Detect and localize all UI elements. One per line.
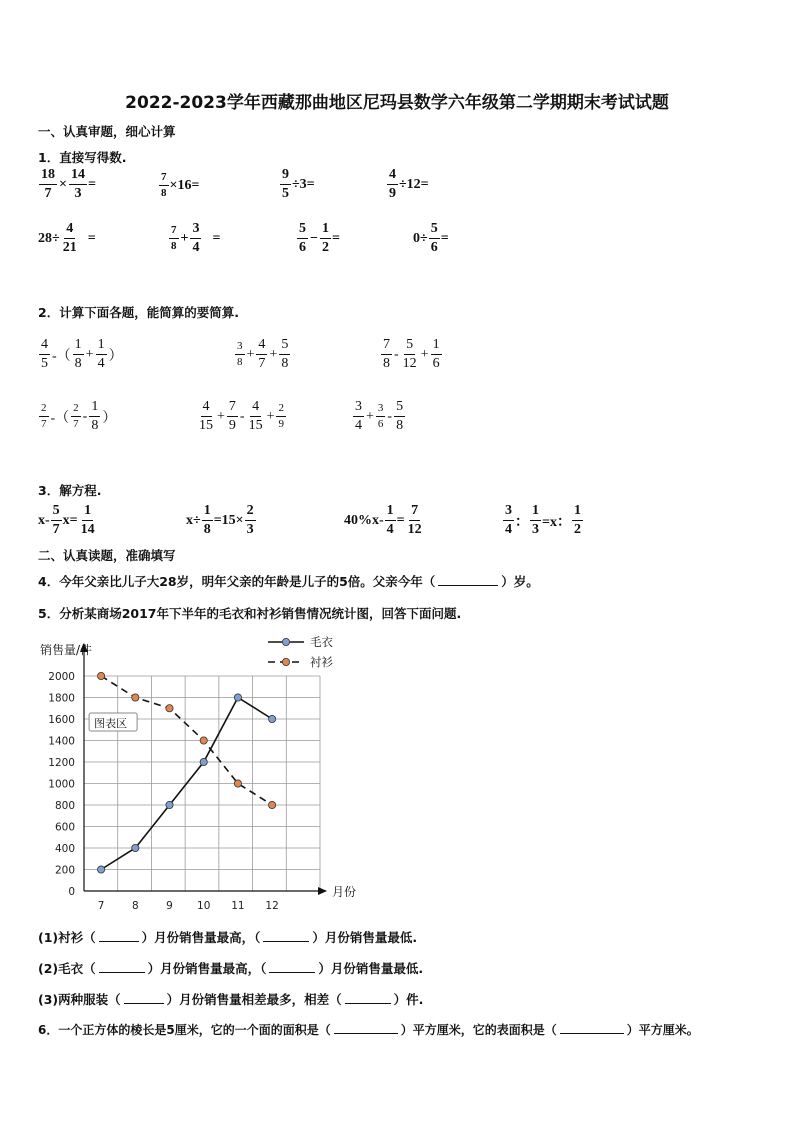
- numerator: 2: [71, 403, 81, 417]
- x-tick-label: 11: [231, 900, 245, 912]
- numerator: 1: [202, 504, 213, 521]
- denominator: 3: [74, 186, 82, 201]
- denominator: 7: [41, 418, 47, 430]
- chart-labels: [40, 642, 356, 912]
- tail: ×16=: [169, 177, 200, 193]
- sales-line-chart: [30, 628, 370, 913]
- answer-blank[interactable]: [263, 929, 309, 942]
- numerator: 1: [431, 338, 442, 355]
- data-point: [269, 801, 276, 808]
- numerator: 7: [227, 400, 238, 417]
- text: ）月份销售量最低.: [312, 930, 418, 945]
- q2-expr-4: [38, 400, 117, 433]
- prefix: x÷: [186, 512, 201, 528]
- operator: -: [387, 408, 393, 424]
- q1-expr-2: [158, 172, 199, 199]
- numerator: 3: [376, 403, 386, 417]
- numerator: 5: [51, 504, 62, 521]
- text: ）月份销售量最低.: [318, 961, 424, 976]
- text: ）平方厘米，它的表面积是（: [400, 1023, 557, 1037]
- tail: =: [87, 230, 96, 246]
- denominator: 4: [386, 522, 394, 537]
- prefix: 40%x-: [344, 512, 384, 528]
- denominator: 7: [73, 418, 79, 430]
- q5-sub-2: [38, 959, 423, 977]
- operator: -: [82, 408, 88, 424]
- y-tick-label: 1000: [48, 778, 75, 791]
- y-tick-label: 1200: [48, 757, 75, 769]
- denominator: 21: [62, 240, 77, 255]
- text: ）月份销售量最高，（: [141, 930, 261, 945]
- q5-sub-1: [38, 928, 417, 946]
- numerator: 7: [409, 504, 420, 521]
- page-title: 2022-2023学年西藏那曲地区尼玛县数学六年级第二学期期末考试试题: [125, 93, 669, 113]
- x-tick-label: 7: [97, 900, 105, 912]
- answer-blank[interactable]: [124, 991, 164, 1004]
- data-point: [166, 801, 173, 808]
- section-1-heading: 一、认真审题，细心计算: [38, 124, 176, 139]
- denominator: 7: [258, 356, 266, 371]
- legend-label: 毛衣: [310, 635, 333, 649]
- numerator: 1: [82, 504, 93, 521]
- close-paren: ）: [108, 348, 123, 364]
- x-axis-arrow: [318, 887, 327, 895]
- answer-blank[interactable]: [99, 960, 145, 973]
- numerator: 4: [387, 168, 398, 185]
- denominator: 15: [199, 418, 213, 433]
- prefix: 0÷: [413, 230, 428, 246]
- denominator: 7: [44, 186, 52, 201]
- denominator: 8: [74, 356, 82, 371]
- numerator: 2: [245, 504, 256, 521]
- denominator: 9: [389, 186, 396, 201]
- prefix: 28÷: [38, 230, 60, 246]
- q3-equation-3: [344, 504, 425, 537]
- denominator: 2: [573, 522, 581, 537]
- operator: +: [85, 346, 94, 362]
- prefix: x-: [38, 512, 50, 528]
- data-point: [200, 758, 207, 765]
- denominator: 3: [532, 522, 539, 537]
- denominator: 14: [80, 522, 95, 537]
- q1-expr-7: [296, 222, 340, 255]
- numerator: 1: [89, 400, 100, 417]
- data-point: [200, 737, 207, 744]
- q2-expr-5: [196, 400, 287, 433]
- numerator: 5: [394, 400, 405, 417]
- data-point: [98, 866, 105, 873]
- q1-expr-4: [386, 168, 429, 201]
- numerator: 1: [572, 504, 583, 521]
- denominator: 4: [97, 356, 105, 371]
- numerator: 3: [503, 504, 514, 521]
- q4-suffix: ）岁。: [501, 574, 539, 589]
- denominator: 12: [407, 522, 422, 537]
- numerator: 1: [530, 504, 541, 521]
- denominator: 6: [432, 356, 440, 371]
- tail: =: [212, 230, 221, 246]
- data-point: [132, 844, 139, 851]
- tail: ÷3=: [292, 176, 315, 192]
- denominator: 4: [505, 522, 512, 537]
- denominator: 2: [321, 240, 329, 255]
- denominator: 15: [248, 418, 263, 433]
- data-point: [132, 694, 139, 701]
- q1-label: 1．直接写得数.: [38, 150, 127, 165]
- denominator: 5: [41, 356, 48, 371]
- operator: -（: [50, 410, 70, 426]
- denominator: 6: [377, 418, 384, 430]
- numerator: 2: [276, 403, 286, 417]
- data-point: [98, 672, 105, 679]
- x-axis-title: 月份: [332, 885, 357, 899]
- numerator: 7: [159, 172, 169, 186]
- y-tick-label: 400: [54, 843, 75, 855]
- q1-expr-8: [413, 222, 449, 255]
- text: (2)毛衣（: [38, 961, 96, 976]
- x-tick-label: 12: [265, 900, 279, 912]
- numerator: 9: [280, 168, 291, 185]
- y-tick-label: 600: [54, 821, 75, 834]
- y-tick-label: 1400: [48, 735, 75, 748]
- numerator: 5: [429, 222, 440, 239]
- numerator: 7: [381, 338, 392, 355]
- q1-expr-1: [38, 168, 96, 201]
- denominator: 9: [228, 418, 236, 433]
- data-point: [166, 705, 173, 712]
- x-tick-label: 10: [197, 900, 211, 912]
- data-point: [234, 694, 241, 701]
- y-tick-label: 1800: [48, 692, 75, 705]
- text: 6．一个正方体的棱长是5厘米，它的一个面的面积是（: [38, 1023, 331, 1037]
- q5-label: 5．分析某商场2017年下半年的毛衣和衬衫销售情况统计图，回答下面问题.: [38, 606, 462, 621]
- q4-prefix: 4．今年父亲比儿子大28岁，明年父亲的年龄是儿子的5倍。父亲今年（: [38, 574, 436, 589]
- denominator: 8: [161, 187, 167, 199]
- numerator: 14: [69, 168, 87, 185]
- legend-marker: [282, 658, 289, 665]
- q2-expr-6: [352, 400, 406, 433]
- numerator: 2: [39, 403, 49, 417]
- text: (1)衬衫（: [38, 930, 96, 945]
- operator: +: [269, 346, 278, 362]
- denominator: 12: [402, 356, 417, 371]
- answer-blank[interactable]: [560, 1021, 624, 1034]
- answer-blank[interactable]: [345, 991, 391, 1004]
- denominator: 8: [383, 356, 390, 371]
- chart-axes: [80, 643, 327, 895]
- denominator: 4: [192, 240, 200, 255]
- operator: -（: [52, 348, 71, 364]
- chart-legend: [268, 635, 333, 669]
- section-2-heading: 二、认真读题，准确填写: [38, 548, 176, 563]
- numerator: 1: [385, 504, 396, 521]
- tail: ÷12=: [399, 176, 429, 192]
- q2-expr-1: [38, 338, 124, 371]
- tail: =: [331, 230, 340, 246]
- numerator: 5: [404, 338, 415, 355]
- mid: =x：: [542, 514, 571, 530]
- denominator: 3: [246, 522, 254, 537]
- x-tick-label: 9: [166, 900, 173, 912]
- q3-equation-1: [38, 504, 98, 537]
- answer-blank[interactable]: [438, 573, 498, 586]
- denominator: 8: [203, 522, 211, 537]
- chart-series: [98, 672, 276, 873]
- denominator: 6: [299, 240, 306, 255]
- q2-label: 2．计算下面各题，能简算的要简算.: [38, 305, 239, 320]
- operator: -: [239, 408, 245, 424]
- operator: +: [246, 346, 255, 362]
- answer-blank[interactable]: [269, 960, 315, 973]
- q1-expr-5: [38, 222, 96, 255]
- q2-expr-2: [234, 338, 291, 371]
- operator: -: [394, 346, 399, 362]
- text: ）平方厘米。: [626, 1023, 699, 1037]
- denominator: 6: [430, 240, 438, 255]
- denominator: 4: [355, 418, 362, 433]
- close-paren: ）: [102, 410, 117, 426]
- text: ）件.: [393, 992, 424, 1007]
- chart-area-tag: 图表区: [94, 717, 128, 730]
- numerator: 1: [96, 338, 107, 355]
- text: ）月份销售量最高，（: [147, 961, 267, 976]
- numerator: 4: [64, 222, 75, 239]
- denominator: 8: [396, 418, 404, 433]
- q1-expr-3: [279, 168, 315, 201]
- numerator: 4: [39, 338, 50, 355]
- denominator: 8: [91, 418, 99, 433]
- numerator: 7: [169, 225, 179, 239]
- operator: +: [180, 230, 189, 246]
- denominator: 8: [237, 356, 243, 368]
- q3-label: 3．解方程.: [38, 483, 102, 498]
- denominator: 5: [282, 186, 289, 201]
- denominator: 7: [52, 522, 60, 537]
- colon: ：: [515, 514, 529, 530]
- y-axis-title: 销售量/件: [40, 643, 93, 657]
- q3-equation-2: [186, 504, 257, 537]
- denominator: 8: [171, 240, 177, 252]
- q5-sub-3: [38, 990, 423, 1008]
- operator: +: [366, 408, 374, 424]
- numerator: 3: [353, 400, 364, 417]
- operator: +: [217, 408, 225, 424]
- q4-text: [38, 572, 539, 590]
- data-point: [269, 715, 276, 722]
- y-tick-label: 1600: [48, 714, 75, 726]
- mid: x=: [62, 512, 78, 528]
- legend-label: 衬衫: [310, 655, 333, 669]
- tail: =: [440, 230, 449, 246]
- x-tick-label: 8: [131, 900, 139, 912]
- y-tick-label: 0: [68, 886, 75, 898]
- numerator: 4: [256, 338, 267, 355]
- text: ）月份销售量相差最多，相差（: [166, 992, 342, 1007]
- q3-equation-4: [502, 504, 584, 537]
- numerator: 4: [201, 400, 212, 417]
- mid: =: [396, 512, 405, 528]
- y-tick-label: 2000: [48, 671, 75, 683]
- operator: +: [266, 408, 275, 424]
- answer-blank[interactable]: [334, 1021, 398, 1034]
- denominator: 9: [278, 418, 284, 430]
- numerator: 5: [297, 222, 308, 239]
- numerator: 5: [279, 338, 290, 355]
- numerator: 1: [320, 222, 331, 239]
- numerator: 18: [39, 168, 57, 185]
- operator: −: [310, 230, 318, 246]
- tail: =: [87, 176, 96, 192]
- answer-blank[interactable]: [99, 929, 139, 942]
- y-tick-label: 800: [54, 800, 75, 812]
- text: (3)两种服装（: [38, 992, 121, 1007]
- numerator: 3: [235, 341, 245, 355]
- q2-expr-3: [380, 338, 443, 371]
- operator: +: [420, 346, 429, 362]
- data-point: [234, 780, 241, 787]
- q1-expr-6: [168, 222, 220, 255]
- denominator: 8: [281, 356, 289, 371]
- y-tick-label: 200: [54, 864, 75, 877]
- mid: =15×: [213, 512, 244, 528]
- numerator: 4: [250, 400, 261, 417]
- numerator: 1: [73, 338, 84, 355]
- operator: ×: [59, 176, 67, 192]
- q6-text: [38, 1021, 699, 1038]
- legend-marker: [282, 638, 289, 645]
- numerator: 3: [190, 222, 201, 239]
